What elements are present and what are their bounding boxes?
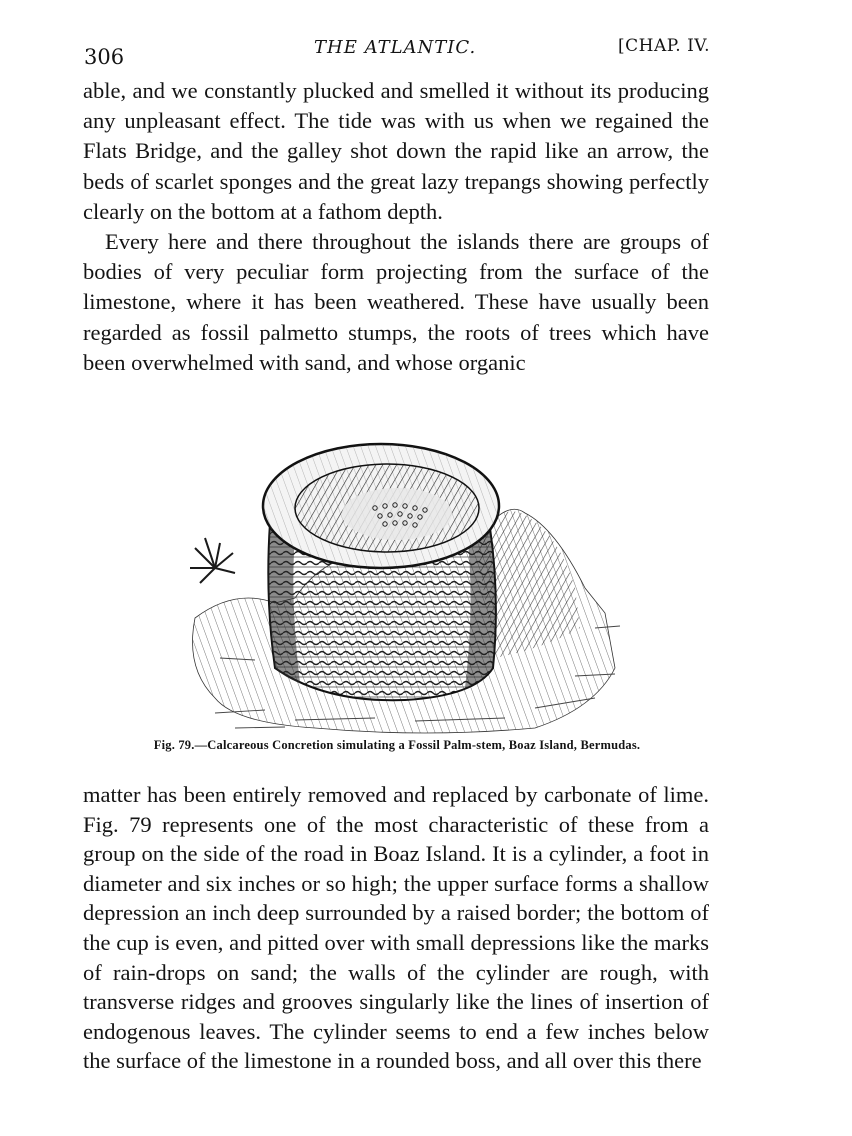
paragraph-continued: able, and we constantly plucked and smelled it without its producing any unpleasant effect. The tide was with us when we regained the Flats Bridge, and the galley shot down the rapid like an arrow, the beds of scarlet sponges and the great lazy trepangs showing perfectly clearly on the bottom at a fathom depth.	[83, 78, 709, 224]
running-head	[84, 33, 710, 73]
page-number: 306	[84, 45, 125, 69]
running-title: THE ATLANTIC.	[314, 37, 477, 58]
chapter-reference: [CHAP. IV.	[618, 36, 710, 56]
fossil-palm-stem-illustration	[175, 428, 635, 740]
body-text-top	[83, 76, 709, 378]
paragraph: Every here and there throughout the islands there are groups of bodies of very peculiar form projecting from the surface of the limestone, where it has been weathered. These have usually been regarded as fossil palmetto stumps, the roots of trees which have been overwhelmed with sand, and whose organic	[83, 229, 709, 375]
plant-sprig	[190, 538, 235, 583]
paragraph-continued: matter has been entirely removed and replaced by carbonate of lime. Fig. 79 represents one of the most characteristic of these from a group on the side of the road in Boaz Island. It is a cylinder, a foot in diameter and six inches or so high; the upper surface forms a shallow depression an inch deep surrounded by a raised border; the bottom of the cup is even, and pitted over with small depressions like the marks of rain-drops on sand; the walls of the cylinder are rough, with transverse ridges and grooves singularly like the lines of insertion of endogenous leaves. The cylinder seems to end a few inches below the surface of the limestone in a rounded boss, and all over this there	[83, 782, 709, 1074]
figure-caption: Fig. 79.—Calcareous Concretion simulating a Fossil Palm-stem, Boaz Island, Bermudas.	[153, 738, 641, 752]
body-text-bottom	[83, 780, 709, 1076]
